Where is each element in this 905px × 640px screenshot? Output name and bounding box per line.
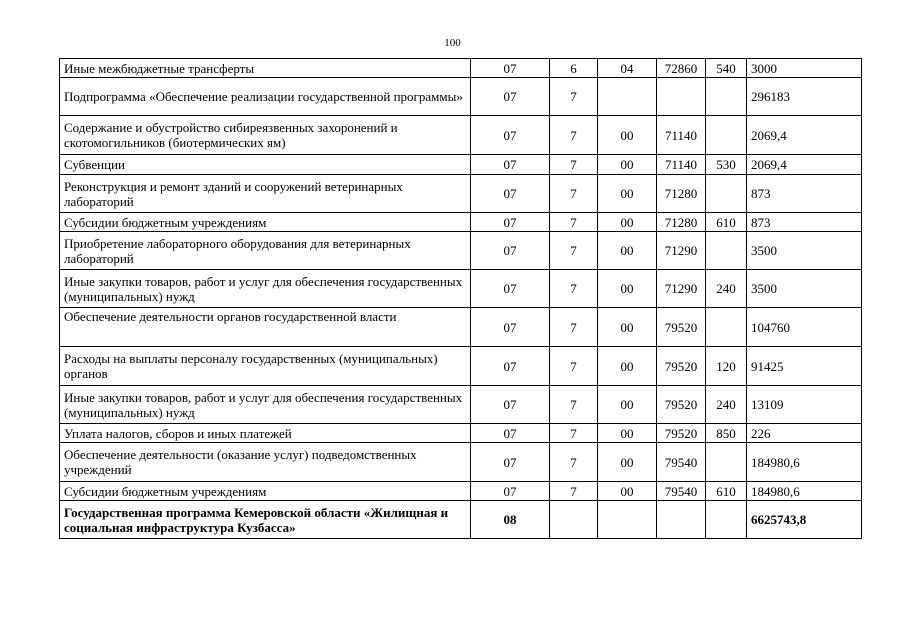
table-row (60, 78, 862, 116)
cell-code-2: 7 (550, 482, 598, 501)
table-row (60, 213, 862, 232)
cell-code-1: 07 (471, 347, 550, 386)
table-row (60, 424, 862, 443)
cell-code-4: 79540 (657, 482, 706, 501)
cell-code-5: 540 (706, 59, 747, 78)
row-name: Обеспечение деятельности (оказание услуг) подведомственных учреждений (60, 443, 471, 482)
cell-code-3: 00 (598, 443, 657, 482)
cell-code-1: 07 (471, 155, 550, 175)
budget-table (59, 58, 862, 539)
table-row (60, 501, 862, 539)
cell-code-2: 7 (550, 386, 598, 424)
page-number: 100 (444, 37, 461, 49)
cell-code-2 (550, 501, 598, 539)
cell-code-4 (657, 78, 706, 116)
cell-code-5 (706, 175, 747, 213)
cell-code-4: 79520 (657, 386, 706, 424)
cell-code-4: 79540 (657, 443, 706, 482)
table-row (60, 443, 862, 482)
cell-code-3 (598, 78, 657, 116)
cell-code-4: 71140 (657, 116, 706, 155)
row-name: Иные закупки товаров, работ и услуг для обеспечения государственных (муниципальных) нужд (60, 386, 471, 424)
cell-code-3: 00 (598, 270, 657, 308)
cell-code-1: 08 (471, 501, 550, 539)
cell-code-4: 72860 (657, 59, 706, 78)
cell-code-1: 07 (471, 213, 550, 232)
table-row (60, 270, 862, 308)
cell-code-4: 71280 (657, 175, 706, 213)
cell-code-2: 7 (550, 424, 598, 443)
cell-code-5 (706, 308, 747, 347)
cell-sum: 184980,6 (747, 482, 862, 501)
cell-sum: 296183 (747, 78, 862, 116)
cell-code-3: 00 (598, 175, 657, 213)
cell-sum: 873 (747, 175, 862, 213)
row-name: Государственная программа Кемеровской области «Жилищная и социальная инфраструктура Кузбасса» (60, 501, 471, 539)
row-name: Иные межбюджетные трансферты (60, 59, 471, 78)
cell-code-4: 71290 (657, 232, 706, 270)
cell-code-3: 00 (598, 232, 657, 270)
table-row (60, 386, 862, 424)
cell-code-5 (706, 232, 747, 270)
cell-code-1: 07 (471, 482, 550, 501)
cell-code-2: 7 (550, 443, 598, 482)
cell-code-4: 79520 (657, 347, 706, 386)
row-name: Субвенции (60, 155, 471, 175)
cell-code-5 (706, 501, 747, 539)
table-row (60, 175, 862, 213)
cell-code-5 (706, 78, 747, 116)
cell-code-3: 00 (598, 155, 657, 175)
cell-code-3: 00 (598, 482, 657, 501)
cell-code-2: 7 (550, 116, 598, 155)
row-name: Приобретение лабораторного оборудования для ветеринарных лабораторий (60, 232, 471, 270)
row-name: Иные закупки товаров, работ и услуг для обеспечения государственных (муниципальных) нужд (60, 270, 471, 308)
cell-code-5 (706, 443, 747, 482)
table-row (60, 232, 862, 270)
cell-code-1: 07 (471, 78, 550, 116)
row-name: Расходы на выплаты персоналу государственных (муниципальных) органов (60, 347, 471, 386)
cell-code-3: 00 (598, 308, 657, 347)
cell-sum: 3000 (747, 59, 862, 78)
cell-code-3: 00 (598, 347, 657, 386)
cell-code-1: 07 (471, 443, 550, 482)
row-name: Содержание и обустройство сибиреязвенных захоронений и скотомогильников (биотермических ям) (60, 116, 471, 155)
cell-sum: 104760 (747, 308, 862, 347)
cell-code-5: 120 (706, 347, 747, 386)
cell-code-3: 00 (598, 386, 657, 424)
row-name: Реконструкция и ремонт зданий и сооружений ветеринарных лабораторий (60, 175, 471, 213)
cell-code-1: 07 (471, 270, 550, 308)
cell-code-3: 00 (598, 116, 657, 155)
cell-sum: 6625743,8 (747, 501, 862, 539)
cell-code-3: 04 (598, 59, 657, 78)
cell-sum: 2069,4 (747, 116, 862, 155)
cell-sum: 3500 (747, 270, 862, 308)
cell-code-2: 7 (550, 232, 598, 270)
cell-code-4: 71140 (657, 155, 706, 175)
cell-code-2: 7 (550, 175, 598, 213)
cell-code-3: 00 (598, 424, 657, 443)
cell-code-5 (706, 116, 747, 155)
cell-code-4 (657, 501, 706, 539)
cell-sum: 91425 (747, 347, 862, 386)
row-name: Подпрограмма «Обеспечение реализации государственной программы» (60, 78, 471, 116)
cell-code-3 (598, 501, 657, 539)
cell-code-4: 79520 (657, 308, 706, 347)
row-name: Субсидии бюджетным учреждениям (60, 213, 471, 232)
cell-code-2: 7 (550, 308, 598, 347)
cell-code-1: 07 (471, 386, 550, 424)
cell-code-2: 7 (550, 155, 598, 175)
cell-sum: 226 (747, 424, 862, 443)
cell-code-5: 240 (706, 270, 747, 308)
cell-sum: 3500 (747, 232, 862, 270)
cell-code-4: 79520 (657, 424, 706, 443)
cell-sum: 13109 (747, 386, 862, 424)
cell-code-1: 07 (471, 175, 550, 213)
cell-code-5: 610 (706, 482, 747, 501)
row-name: Уплата налогов, сборов и иных платежей (60, 424, 471, 443)
cell-code-3: 00 (598, 213, 657, 232)
cell-code-4: 71290 (657, 270, 706, 308)
table-row (60, 347, 862, 386)
cell-code-2: 7 (550, 270, 598, 308)
cell-sum: 2069,4 (747, 155, 862, 175)
cell-code-5: 530 (706, 155, 747, 175)
table-row (60, 116, 862, 155)
cell-sum: 873 (747, 213, 862, 232)
table-row (60, 308, 862, 347)
cell-code-2: 7 (550, 78, 598, 116)
cell-code-5: 850 (706, 424, 747, 443)
cell-code-4: 71280 (657, 213, 706, 232)
cell-sum: 184980,6 (747, 443, 862, 482)
table-row (60, 482, 862, 501)
table-row (60, 155, 862, 175)
row-name: Субсидии бюджетным учреждениям (60, 482, 471, 501)
cell-code-2: 7 (550, 347, 598, 386)
cell-code-5: 610 (706, 213, 747, 232)
row-name: Обеспечение деятельности органов государственной власти (60, 308, 471, 347)
cell-code-1: 07 (471, 308, 550, 347)
table-row (60, 59, 862, 78)
cell-code-1: 07 (471, 424, 550, 443)
cell-code-1: 07 (471, 232, 550, 270)
cell-code-1: 07 (471, 59, 550, 78)
cell-code-2: 6 (550, 59, 598, 78)
cell-code-2: 7 (550, 213, 598, 232)
cell-code-1: 07 (471, 116, 550, 155)
cell-code-5: 240 (706, 386, 747, 424)
